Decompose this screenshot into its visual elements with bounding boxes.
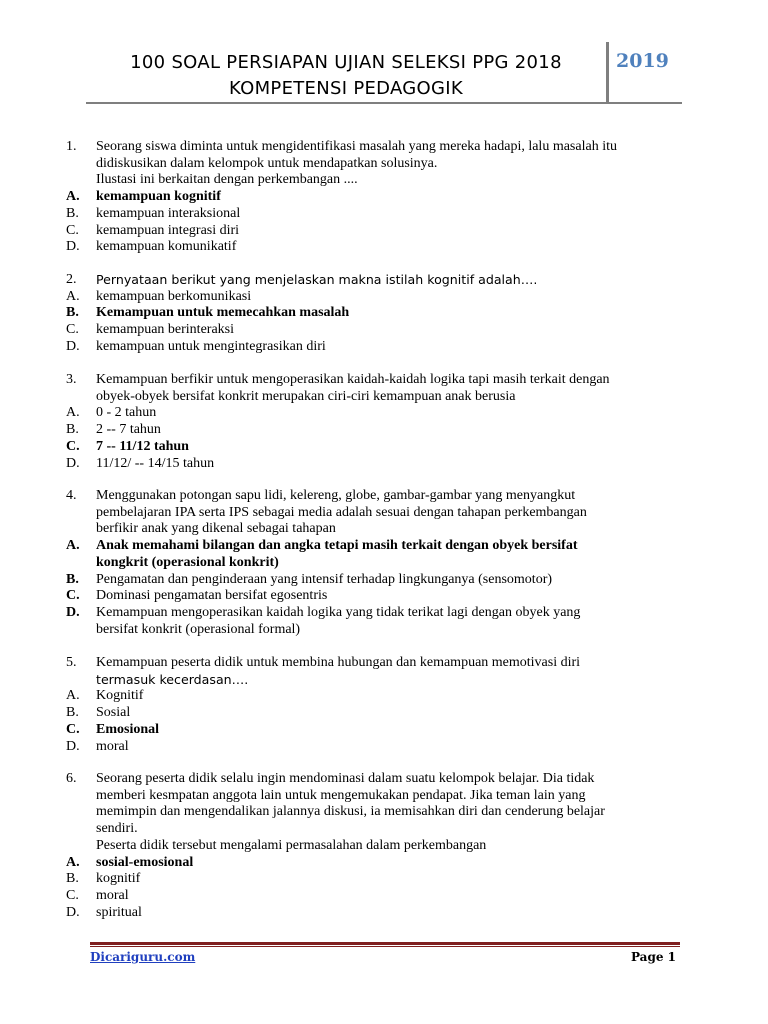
- option-d: D. spiritual: [66, 904, 142, 920]
- header-divider-horizontal: [86, 102, 682, 104]
- option-a: A. 0 - 2 tahun: [66, 405, 157, 421]
- option-a: A. kemampuan kognitif: [66, 189, 221, 205]
- question-text: Seorang peserta didik selalu ingin mendominasi dalam suatu kelompok belajar. Dia tidak: [96, 771, 595, 786]
- option-c: C. Dominasi pengamatan bersifat egosentris: [66, 588, 328, 604]
- question-text: pembelajaran IPA serta IPS sebagai media adalah sesuai dengan tahapan perkembangan: [96, 504, 587, 520]
- question-number: 3.: [66, 372, 77, 387]
- question-number: 4.: [66, 488, 77, 503]
- document-subtitle: KOMPETENSI PEDAGOGIK: [229, 78, 463, 99]
- option-d: D. 11/12/ -- 14/15 tahun: [66, 455, 215, 471]
- option-b: B. Sosial: [66, 705, 131, 721]
- option-c: C. Emosional: [66, 721, 160, 737]
- question-6: [66, 771, 706, 921]
- question-text: Menggunakan potongan sapu lidi, kelereng, globe, gambar-gambar yang menyangkut: [96, 488, 576, 503]
- option-a: A. sosial-emosional: [66, 854, 194, 870]
- option-b: B. Kemampuan untuk memecahkan masalah: [66, 305, 350, 321]
- option-d-continued: bersifat konkrit (operasional formal): [96, 621, 301, 637]
- question-number: 1.: [66, 139, 77, 154]
- option-b: B. kognitif: [66, 871, 141, 887]
- question-text: obyek-obyek bersifat konkrit merupakan ciri-ciri kemampuan anak berusia: [96, 388, 516, 404]
- option-d: D. Kemampuan mengoperasikan kaidah logika yang tidak terikat lagi dengan obyek yang: [66, 604, 581, 620]
- question-text: berfikir anak yang dikenal sebagai tahapan: [96, 521, 336, 537]
- option-d: D. kemampuan komunikatif: [66, 239, 237, 255]
- footer-divider: [90, 942, 680, 945]
- option-a: A. Kognitif: [66, 688, 144, 704]
- question-text: Ilustasi ini berkaitan dengan perkembangan ....: [96, 172, 358, 188]
- question-text: Peserta didik tersebut mengalami permasalahan dalam perkembangan: [96, 837, 487, 853]
- question-number: 2.: [66, 272, 77, 287]
- option-d: D. kemampuan untuk mengintegrasikan diri: [66, 338, 326, 354]
- option-a: A. kemampuan berkomunikasi: [66, 288, 252, 304]
- option-b: B. kemampuan interaksional: [66, 205, 241, 221]
- question-5: [66, 655, 706, 755]
- option-a-continued: kongkrit (operasional konkrit): [96, 554, 279, 570]
- question-text: Kemampuan berfikir untuk mengoperasikan kaidah-kaidah logika tapi masih terkait dengan: [96, 372, 610, 387]
- question-text: Pernyataan berikut yang menjelaskan makna istilah kognitif adalah….: [96, 272, 538, 287]
- question-text: sendiri.: [96, 821, 138, 837]
- question-text: termasuk kecerdasan….: [96, 671, 249, 687]
- option-c: C. kemampuan integrasi diri: [66, 222, 240, 238]
- question-text: Seorang siswa diminta untuk mengidentifikasi masalah yang mereka hadapi, lalu masalah itu: [96, 139, 617, 154]
- option-b: B. Pengamatan dan penginderaan yang intensif terhadap lingkunganya (sensomotor): [66, 571, 553, 587]
- option-b: B. 2 -- 7 tahun: [66, 422, 161, 438]
- question-3: [66, 372, 706, 472]
- document-title: 100 SOAL PERSIAPAN UJIAN SELEKSI PPG 2018: [130, 52, 562, 73]
- option-d: D. moral: [66, 738, 129, 754]
- question-4: [66, 488, 706, 638]
- question-text: Kemampuan peserta didik untuk membina hubungan dan kemampuan memotivasi diri: [96, 655, 581, 670]
- option-c: C. kemampuan berinteraksi: [66, 322, 235, 338]
- footer-divider-thin: [90, 946, 680, 947]
- question-text: memberi kesmpatan anggota lain untuk mengemukakan pendapat. Jika teman lain yang: [96, 787, 586, 803]
- question-1: [66, 139, 706, 256]
- question-number: 5.: [66, 655, 77, 670]
- header-divider-vertical: [606, 42, 609, 102]
- question-2: [66, 272, 706, 356]
- option-c: C. moral: [66, 887, 129, 903]
- option-a: A. Anak memahami bilangan dan angka tetapi masih terkait dengan obyek bersifat: [66, 538, 578, 554]
- footer-site-link[interactable]: Dicariguru.com: [90, 950, 196, 964]
- option-c: C. 7 -- 11/12 tahun: [66, 438, 189, 454]
- question-text: memimpin dan mengendalikan jalannya diskusi, ia memisahkan diri dan cenderung belajar: [96, 804, 605, 820]
- question-text: didiskusikan dalam kelompok untuk mendapatkan solusinya.: [96, 155, 438, 171]
- question-number: 6.: [66, 771, 77, 786]
- footer-page-number: Page 1: [630, 950, 676, 964]
- header-year: 2019: [616, 50, 669, 72]
